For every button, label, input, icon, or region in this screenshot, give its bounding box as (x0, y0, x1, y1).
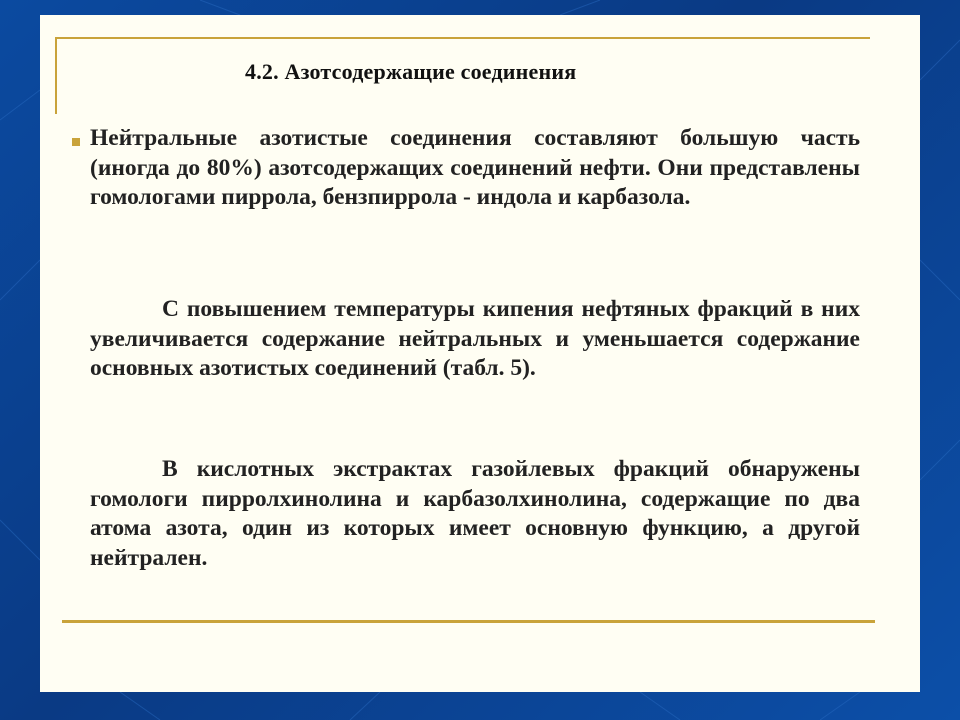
bottom-rule (62, 620, 875, 623)
title-rule-vertical (55, 37, 57, 114)
slide-title: 4.2. Азотсодержащие соединения (245, 59, 577, 84)
title-rule-horizontal (55, 37, 870, 39)
paragraph-3: В кислотных экстрактах газойлевых фракций обнаружены гомологи пирролхинолина и карбазолхинолина, содержащие по два атома азота, один из которых имеет основную функцию, а другой нейтрален. (90, 456, 860, 571)
slide (40, 15, 920, 692)
paragraph-2: С повышением температуры кипения нефтяных фракций в них увеличивается содержание нейтральных и уменьшается содержание основных азотистых соединений (табл. 5). (90, 296, 860, 381)
paragraph-1: Нейтральные азотистые соединения составляют большую часть (иногда до 80%) азотсодержащих соединений нефти. Они представлены гомологами пиррола, бензпиррола - индола и карбазола. (90, 125, 860, 210)
square-bullet-icon (72, 138, 80, 146)
